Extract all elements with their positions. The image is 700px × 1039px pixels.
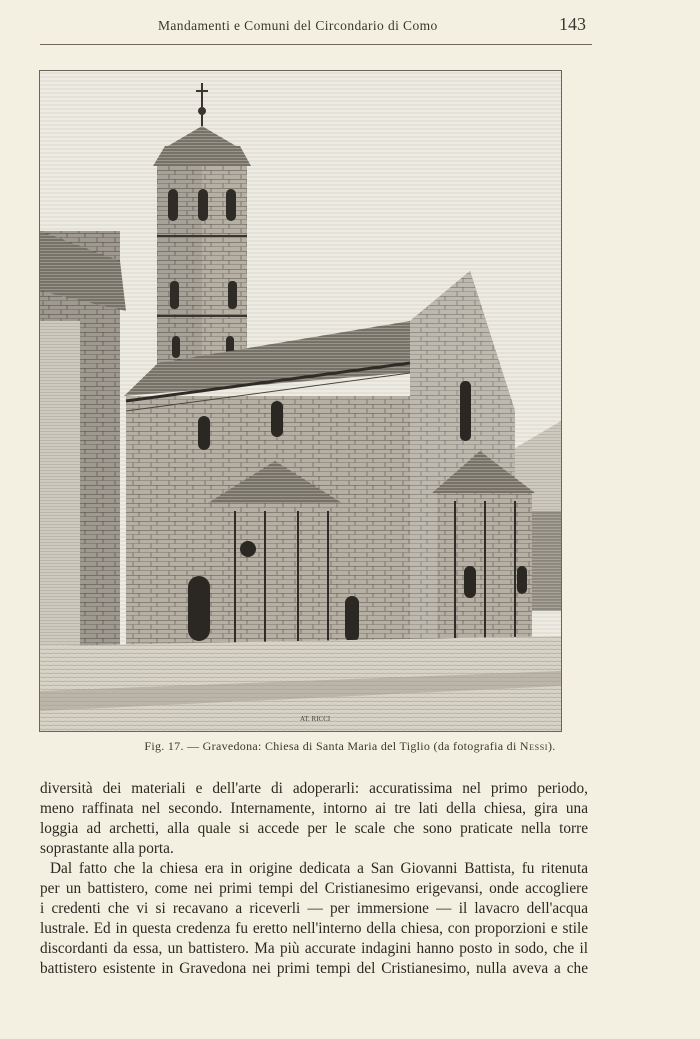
paragraph-2 [40, 859, 588, 979]
caption-end: ). [548, 739, 556, 753]
church-illustration [40, 71, 561, 731]
text-line: soprastante alla porta. [40, 840, 174, 857]
text-line: battistero esistente in Gravedona nei primi tempi del Cristianesimo, nulla aveva a che [40, 960, 588, 977]
text-line: per un battistero, come nei primi tempi del Cristianesimo erigevansi, onde accogliere [40, 880, 588, 897]
text-line: meno raffinata nel secondo. Internamente, intorno ai tre lati della chiesa, gira una [40, 800, 588, 817]
church-engraving [39, 70, 562, 732]
text-line: discordanti da essa, un battistero. Ma più accurate indagini hanno posto in sodo, che il [40, 940, 588, 957]
engraver-signature: AT. RICCI [300, 715, 331, 723]
header-rule [40, 44, 592, 45]
page-number: 143 [559, 14, 586, 34]
text-line: i credenti che vi si recavano a riceverli — per immersione — il lavacro dell'acqua [40, 900, 588, 917]
caption-text: Fig. 17. — Gravedona: Chiesa di Santa Maria del Tiglio (da fotografia di [144, 739, 520, 753]
body-text [40, 779, 588, 979]
text-line: lustrale. Ed in questa credenza fu eretto nell'interno della chiesa, con proporzioni e stile [40, 920, 588, 937]
running-title: Mandamenti e Comuni del Circondario di Como [158, 18, 438, 33]
figure-caption [0, 739, 700, 754]
text-line: diversità dei materiali e dell'arte di adoperarli: accuratissima nel primo periodo, [40, 780, 588, 797]
running-header [40, 14, 592, 44]
text-line: loggia ad archetti, alla quale si accede per le scale che sono praticate nella torre [40, 820, 588, 837]
caption-photographer: Nessi [519, 739, 549, 753]
text-line: Dal fatto che la chiesa era in origine dedicata a San Giovanni Battista, fu ritenuta [50, 860, 588, 877]
paragraph-1 [40, 779, 588, 859]
